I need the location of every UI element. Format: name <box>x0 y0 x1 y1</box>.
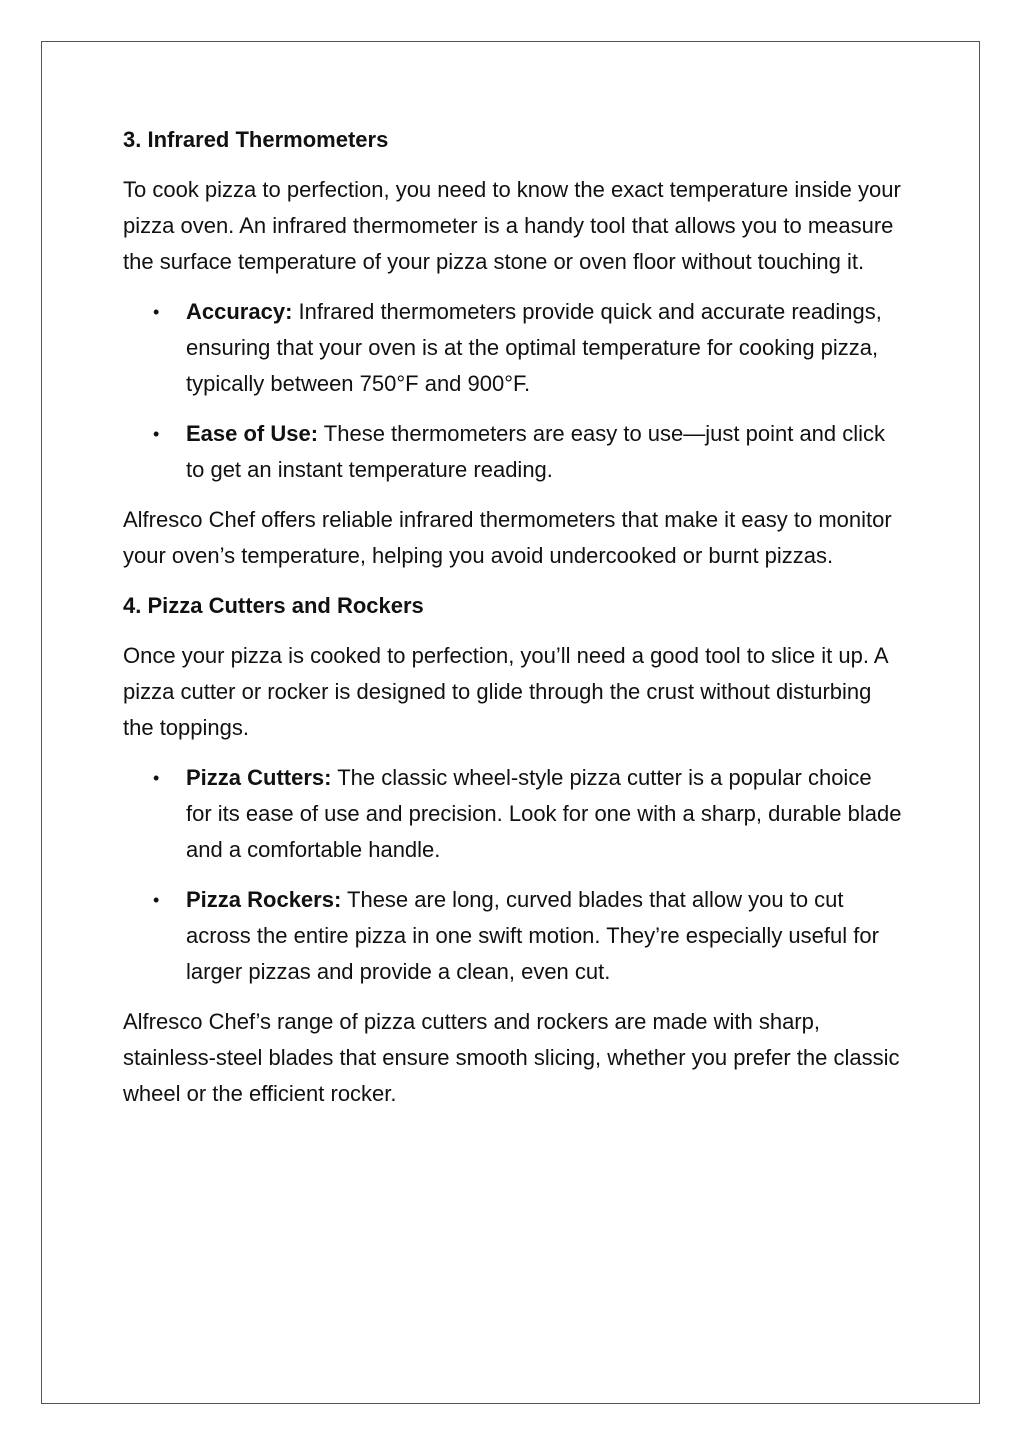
list-item-pizza-rockers <box>123 882 903 990</box>
bullet-icon: • <box>153 302 160 322</box>
paragraph-infrared-closing: Alfresco Chef offers reliable infrared thermometers that make it easy to monitor your oven’s temperature, helping you avoid undercooked or burnt pizzas. <box>123 507 892 568</box>
section-heading-infrared-thermometers: 3. Infrared Thermometers <box>123 127 389 152</box>
bullet-list-cutters <box>123 760 903 990</box>
list-item-accuracy <box>123 294 903 402</box>
section-heading-pizza-cutters: 4. Pizza Cutters and Rockers <box>123 593 424 618</box>
bullet-icon: • <box>153 768 160 788</box>
paragraph-cutters-closing: Alfresco Chef’s range of pizza cutters and rockers are made with sharp, stainless-steel blades that ensure smooth slicing, whether you prefer the classic wheel or the efficient rocker. <box>123 1009 900 1106</box>
document-body <box>123 122 903 1126</box>
bullet-text: These thermometers are easy to use—just point and click to get an instant temperature reading. <box>186 421 886 482</box>
bullet-term: Pizza Cutters: <box>186 765 332 790</box>
bullet-term: Pizza Rockers: <box>186 887 342 912</box>
list-item-ease-of-use <box>123 416 903 488</box>
bullet-text: The classic wheel-style pizza cutter is a popular choice for its ease of use and precision. Look for one with a sharp, durable blade and a comfortable handle. <box>186 765 902 862</box>
bullet-icon: • <box>153 890 160 910</box>
bullet-term: Ease of Use: <box>186 421 319 446</box>
paragraph-cutters-intro: Once your pizza is cooked to perfection, you’ll need a good tool to slice it up. A pizza cutter or rocker is designed to glide through the crust without disturbing the toppings. <box>123 643 888 740</box>
bullet-list-infrared <box>123 294 903 488</box>
bullet-text: These are long, curved blades that allow you to cut across the entire pizza in one swift motion. They’re especially useful for larger pizzas and provide a clean, even cut. <box>186 887 879 984</box>
bullet-icon: • <box>153 424 160 444</box>
list-item-pizza-cutters <box>123 760 903 868</box>
bullet-term: Accuracy: <box>186 299 293 324</box>
bullet-text: Infrared thermometers provide quick and accurate readings, ensuring that your oven is at the optimal temperature for cooking pizza, typically between 750°F and 900°F. <box>186 299 882 396</box>
paragraph-infrared-intro: To cook pizza to perfection, you need to know the exact temperature inside your pizza oven. An infrared thermometer is a handy tool that allows you to measure the surface temperature of your pizza stone or oven floor without touching it. <box>123 177 901 274</box>
